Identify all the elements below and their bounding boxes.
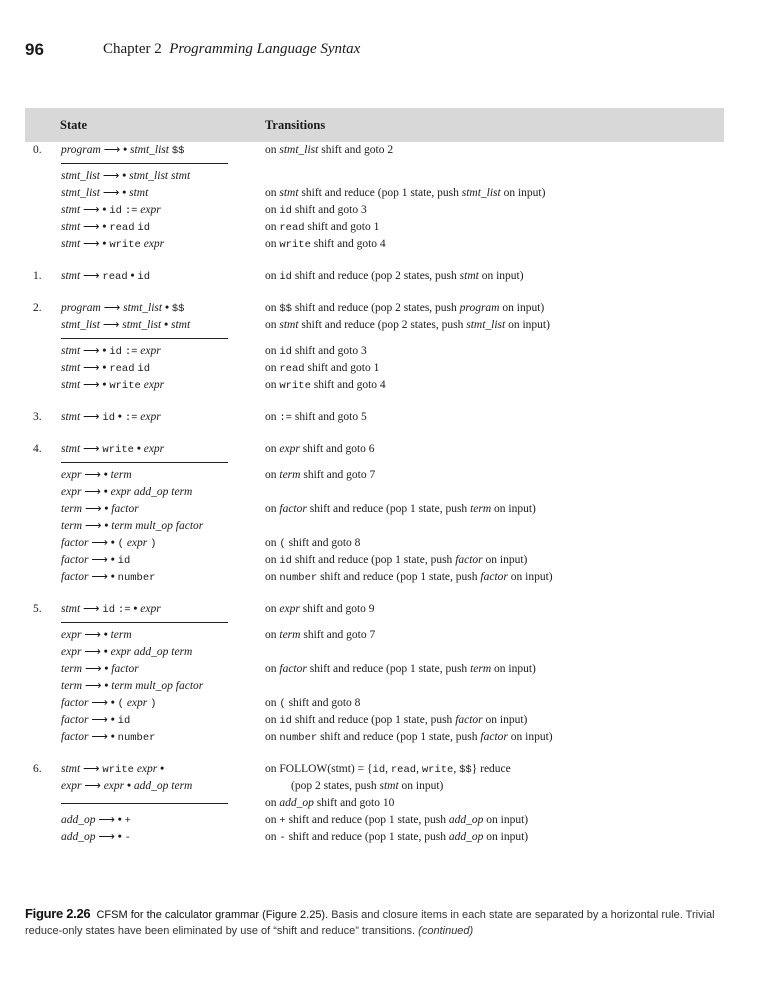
table-row: [25, 467, 724, 484]
lr-item: term ⟶ • term mult_op factor: [61, 680, 204, 692]
transition: on add_op shift and goto 10: [265, 797, 395, 809]
lr-item: stmt_list ⟶ stmt_list • stmt: [61, 319, 191, 331]
table-row: [25, 236, 724, 253]
lr-item: expr ⟶ • expr add_op term: [61, 646, 193, 658]
table-row: [25, 219, 724, 236]
table-row: [25, 142, 724, 159]
lr-item: stmt_list ⟶ • stmt_list stmt: [61, 170, 191, 182]
transition: on stmt_list shift and goto 2: [265, 144, 394, 156]
state-number: 6.: [33, 763, 42, 775]
chapter-label: Chapter 2: [103, 41, 162, 57]
lr-item: expr ⟶ • term: [61, 629, 132, 641]
lr-item: factor ⟶ • ( expr ): [61, 697, 157, 710]
lr-item: expr ⟶ • term: [61, 469, 132, 481]
lr-item: factor ⟶ • id: [61, 714, 131, 727]
transition: on term shift and goto 7: [265, 629, 376, 641]
row-gap: [25, 253, 724, 268]
transition: on id shift and reduce (pop 2 states, push stmt on input): [265, 270, 524, 283]
table-row: [25, 712, 724, 729]
lr-item: stmt ⟶ write expr •: [61, 763, 165, 776]
table-row: [25, 552, 724, 569]
table-header: [25, 108, 724, 142]
transition: on read shift and goto 1: [265, 362, 380, 375]
lr-item: term ⟶ • factor: [61, 503, 139, 515]
table-row: [25, 644, 724, 661]
lr-item: term ⟶ • factor: [61, 663, 139, 675]
transition: on id shift and goto 3: [265, 345, 367, 358]
table-row: [25, 168, 724, 185]
transition: on + shift and reduce (pop 1 state, push add_op on input): [265, 814, 529, 827]
table-row: [25, 695, 724, 712]
lr-item: term ⟶ • term mult_op factor: [61, 520, 204, 532]
lr-item: stmt ⟶ id • := expr: [61, 411, 161, 424]
lr-item: program ⟶ stmt_list • $$: [61, 302, 185, 315]
rule-line: [61, 622, 228, 623]
rule-line: [61, 803, 228, 804]
table-row: [25, 661, 724, 678]
transition: on ( shift and goto 8: [265, 537, 361, 550]
lr-item: stmt ⟶ read • id: [61, 270, 151, 283]
table-row: [25, 627, 724, 644]
lr-item: expr ⟶ • expr add_op term: [61, 486, 193, 498]
lr-item: stmt ⟶ • read id: [61, 221, 151, 234]
lr-item: stmt ⟶ id := • expr: [61, 603, 161, 616]
header-state: State: [60, 118, 88, 132]
figure-caption: [25, 906, 725, 939]
rule-line: [61, 163, 228, 164]
figure-label: Figure 2.26: [25, 906, 91, 921]
lr-item: expr ⟶ expr • add_op term: [61, 780, 193, 792]
cfsm-table: [25, 108, 724, 846]
transition: on id shift and reduce (pop 1 state, push factor on input): [265, 714, 528, 727]
table-row: [25, 812, 724, 829]
lr-item: stmt ⟶ • id := expr: [61, 204, 161, 217]
transition: on write shift and goto 4: [265, 379, 386, 392]
running-head: [103, 41, 360, 58]
row-gap: [25, 426, 724, 441]
table-row: [25, 268, 724, 285]
row-gap: [25, 586, 724, 601]
lr-item: stmt ⟶ • read id: [61, 362, 151, 375]
table-row: [25, 535, 724, 552]
transition: on stmt shift and reduce (pop 2 states, push stmt_list on input): [265, 319, 550, 331]
state-number: 2.: [33, 302, 42, 314]
transition: on number shift and reduce (pop 1 state, push factor on input): [265, 731, 553, 744]
caption-body: Basis and closure items in each state are separated by a horizontal rule. Trivial reduce-only states have been eliminated by use of “shift and reduce” transitions.: [25, 909, 715, 937]
transition: on id shift and goto 3: [265, 204, 367, 217]
basis-closure-rule: [25, 334, 724, 343]
table-row: [25, 829, 724, 846]
rule-row: [25, 795, 724, 812]
table-row: [25, 484, 724, 501]
table-row: [25, 377, 724, 394]
rule-line: [61, 462, 228, 463]
lr-item: factor ⟶ • number: [61, 571, 156, 584]
transition: on $$ shift and reduce (pop 2 states, push program on input): [265, 302, 545, 315]
table-row: [25, 185, 724, 202]
page-number: 96: [25, 40, 44, 59]
table-body: [25, 142, 724, 846]
table-row: [25, 317, 724, 334]
table-row: [25, 778, 724, 795]
transition: on factor shift and reduce (pop 1 state, push term on input): [265, 663, 536, 675]
caption-continued: (continued): [418, 925, 474, 937]
table-row: [25, 409, 724, 426]
state-number: 3.: [33, 411, 42, 423]
chapter-title: Programming Language Syntax: [169, 41, 361, 57]
transition: on expr shift and goto 6: [265, 443, 375, 455]
lr-item: stmt ⟶ • write expr: [61, 379, 165, 392]
lr-item: factor ⟶ • ( expr ): [61, 537, 157, 550]
transition: on - shift and reduce (pop 1 state, push add_op on input): [265, 831, 529, 844]
row-gap: [25, 285, 724, 300]
table-row: [25, 441, 724, 458]
row-gap: [25, 746, 724, 761]
transition: on factor shift and reduce (pop 1 state, push term on input): [265, 503, 536, 515]
state-number: 1.: [33, 270, 42, 282]
caption-title: CFSM for the calculator grammar (Figure 2.25).: [96, 909, 329, 921]
transition: on FOLLOW(stmt) = {id, read, write, $$} reduce: [265, 763, 511, 776]
rule-line: [61, 338, 228, 339]
transition: (pop 2 states, push stmt on input): [291, 780, 444, 792]
table-row: [25, 300, 724, 317]
transition: on stmt shift and reduce (pop 1 state, push stmt_list on input): [265, 187, 546, 199]
lr-item: stmt ⟶ • write expr: [61, 238, 165, 251]
transition: on number shift and reduce (pop 1 state, push factor on input): [265, 571, 553, 584]
basis-closure-rule: [25, 618, 724, 627]
lr-item: stmt_list ⟶ • stmt: [61, 187, 149, 199]
lr-item: add_op ⟶ • +: [61, 814, 131, 827]
table-row: [25, 501, 724, 518]
lr-item: factor ⟶ • id: [61, 554, 131, 567]
table-row: [25, 761, 724, 778]
lr-item: program ⟶ • stmt_list $$: [61, 144, 185, 157]
lr-item: stmt ⟶ write • expr: [61, 443, 165, 456]
table-row: [25, 518, 724, 535]
table-row: [25, 569, 724, 586]
lr-item: factor ⟶ • number: [61, 731, 156, 744]
transition: on read shift and goto 1: [265, 221, 380, 234]
transition: on ( shift and goto 8: [265, 697, 361, 710]
transition: on write shift and goto 4: [265, 238, 386, 251]
state-number: 4.: [33, 443, 42, 455]
lr-item: stmt ⟶ • id := expr: [61, 345, 161, 358]
table-row: [25, 360, 724, 377]
table-row: [25, 343, 724, 360]
header-transitions: Transitions: [265, 118, 326, 132]
row-gap: [25, 394, 724, 409]
table-row: [25, 202, 724, 219]
state-number: 0.: [33, 144, 42, 156]
lr-item: add_op ⟶ • -: [61, 831, 131, 844]
basis-closure-rule: [25, 458, 724, 467]
transition: on id shift and reduce (pop 1 state, push factor on input): [265, 554, 528, 567]
table-row: [25, 729, 724, 746]
table-row: [25, 678, 724, 695]
state-number: 5.: [33, 603, 42, 615]
transition: on term shift and goto 7: [265, 469, 376, 481]
transition: on expr shift and goto 9: [265, 603, 375, 615]
basis-closure-rule: [25, 159, 724, 168]
table-row: [25, 601, 724, 618]
transition: on := shift and goto 5: [265, 411, 367, 424]
